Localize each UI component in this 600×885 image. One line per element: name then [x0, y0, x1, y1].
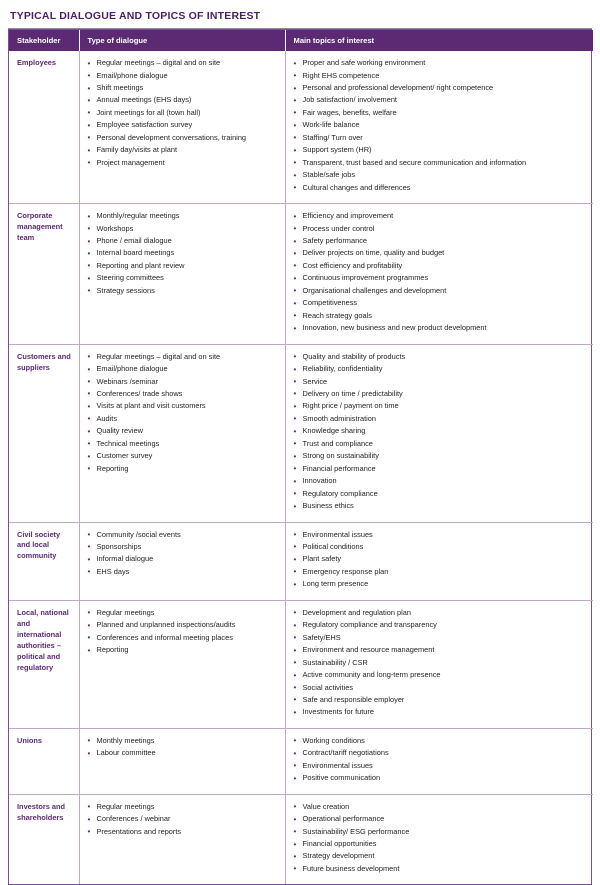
list-item: • Future business development: [294, 864, 587, 875]
stakeholder-cell: Unions: [9, 728, 79, 794]
list-item: • Trust and compliance: [294, 439, 587, 450]
list-item: • Right EHS competence: [294, 71, 587, 82]
list-item: • Environmental issues: [294, 530, 587, 541]
list-item: • Staffing/ Turn over: [294, 133, 587, 144]
list-item: • Sustainability / CSR: [294, 658, 587, 669]
bullet-list: [294, 736, 587, 784]
bullet-list: [88, 58, 278, 169]
column-header-topics: Main topics of interest: [285, 30, 593, 51]
list-item: • Contract/tariff negotiations: [294, 748, 587, 759]
stakeholder-cell: Investors and shareholders: [9, 794, 79, 884]
table-row: [9, 522, 593, 600]
list-item: • Organisational challenges and development: [294, 286, 587, 297]
list-item: • Smooth administration: [294, 414, 587, 425]
list-item: • Presentations and reports: [88, 827, 278, 838]
stakeholder-cell: Local, national and international authorities – political and regulatory: [9, 600, 79, 728]
list-item: • Regular meetings – digital and on site: [88, 352, 278, 363]
list-item: • Personal and professional development/ right competence: [294, 83, 587, 94]
stakeholder-cell: Customers and suppliers: [9, 344, 79, 522]
stakeholder-cell: Employees: [9, 51, 79, 203]
table-frame: [8, 29, 592, 885]
list-item: • Working conditions: [294, 736, 587, 747]
list-item: • Transparent, trust based and secure communication and information: [294, 158, 587, 169]
list-item: • Safe and responsible employer: [294, 695, 587, 706]
list-item: • Regular meetings: [88, 802, 278, 813]
bullet-list: [88, 736, 278, 759]
dialogue-cell: [79, 344, 285, 522]
topics-cell: [285, 51, 593, 203]
table-row: [9, 728, 593, 794]
list-item: • Phone / email dialogue: [88, 236, 278, 247]
list-item: • Reach strategy goals: [294, 311, 587, 322]
list-item: • Emergency response plan: [294, 567, 587, 578]
list-item: • Quality review: [88, 426, 278, 437]
list-item: • Monthly meetings: [88, 736, 278, 747]
topics-cell: [285, 728, 593, 794]
stakeholder-cell: Corporate management team: [9, 204, 79, 345]
topics-cell: [285, 204, 593, 345]
list-item: • Strategy sessions: [88, 286, 278, 297]
bullet-list: [294, 352, 587, 512]
bullet-list: [88, 802, 278, 838]
list-item: • Business ethics: [294, 501, 587, 512]
page-title: TYPICAL DIALOGUE AND TOPICS OF INTEREST: [10, 10, 261, 22]
list-item: • Shift meetings: [88, 83, 278, 94]
list-item: • Support system (HR): [294, 145, 587, 156]
list-item: • Internal board meetings: [88, 248, 278, 259]
bullet-list: [88, 530, 278, 578]
list-item: • Job satisfaction/ involvement: [294, 95, 587, 106]
list-item: • Service: [294, 377, 587, 388]
topics-cell: [285, 794, 593, 884]
list-item: • Project management: [88, 158, 278, 169]
bullet-list: [88, 211, 278, 297]
column-header-dialogue: Type of dialogue: [79, 30, 285, 51]
list-item: • Right price / payment on time: [294, 401, 587, 412]
list-item: • Personal development conversations, training: [88, 133, 278, 144]
topics-cell: [285, 600, 593, 728]
list-item: • Proper and safe working environment: [294, 58, 587, 69]
list-item: • Competitiveness: [294, 298, 587, 309]
list-item: • Webinars /seminar: [88, 377, 278, 388]
list-item: • Visits at plant and visit customers: [88, 401, 278, 412]
list-item: • Customer survey: [88, 451, 278, 462]
list-item: • Reporting: [88, 464, 278, 475]
bullet-list: [294, 211, 587, 334]
list-item: • Process under control: [294, 224, 587, 235]
list-item: • Positive communication: [294, 773, 587, 784]
list-item: • Monthly/regular meetings: [88, 211, 278, 222]
list-item: • Work-life balance: [294, 120, 587, 131]
dialogue-cell: [79, 728, 285, 794]
list-item: • Steering committees: [88, 273, 278, 284]
list-item: • Deliver projects on time, quality and budget: [294, 248, 587, 259]
column-header-stakeholder: Stakeholder: [9, 30, 79, 51]
dialogue-cell: [79, 794, 285, 884]
list-item: • Community /social events: [88, 530, 278, 541]
list-item: • Value creation: [294, 802, 587, 813]
table-header-row: [9, 30, 593, 51]
list-item: • Long term presence: [294, 579, 587, 590]
list-item: • Audits: [88, 414, 278, 425]
bullet-list: [294, 608, 587, 719]
dialogue-cell: [79, 204, 285, 345]
bullet-list: [294, 58, 587, 193]
dialogue-cell: [79, 522, 285, 600]
list-item: • Social activities: [294, 683, 587, 694]
list-item: • Family day/visits at plant: [88, 145, 278, 156]
dialogue-cell: [79, 51, 285, 203]
list-item: • Financial opportunities: [294, 839, 587, 850]
list-item: • Joint meetings for all (town hall): [88, 108, 278, 119]
list-item: • Safety/EHS: [294, 633, 587, 644]
list-item: • Delivery on time / predictability: [294, 389, 587, 400]
list-item: • Employee satisfaction survey: [88, 120, 278, 131]
stakeholder-dialogue-table: [9, 30, 593, 884]
list-item: • Reporting: [88, 645, 278, 656]
list-item: • Strategy development: [294, 851, 587, 862]
list-item: • Planned and unplanned inspections/audits: [88, 620, 278, 631]
list-item: • Informal dialogue: [88, 554, 278, 565]
list-item: • Fair wages, benefits, welfare: [294, 108, 587, 119]
list-item: • Email/phone dialogue: [88, 71, 278, 82]
stakeholder-cell: Civil society and local community: [9, 522, 79, 600]
list-item: • Regulatory compliance and transparency: [294, 620, 587, 631]
list-item: • Plant safety: [294, 554, 587, 565]
list-item: • Development and regulation plan: [294, 608, 587, 619]
list-item: • Email/phone dialogue: [88, 364, 278, 375]
list-item: • Regular meetings – digital and on site: [88, 58, 278, 69]
list-item: • Efficiency and improvement: [294, 211, 587, 222]
list-item: • Operational performance: [294, 814, 587, 825]
list-item: • Active community and long-term presence: [294, 670, 587, 681]
list-item: • Financial performance: [294, 464, 587, 475]
list-item: • Annual meetings (EHS days): [88, 95, 278, 106]
table-header: [9, 30, 593, 51]
list-item: • Stable/safe jobs: [294, 170, 587, 181]
list-item: • Labour committee: [88, 748, 278, 759]
bullet-list: [294, 802, 587, 875]
list-item: • Regulatory compliance: [294, 489, 587, 500]
list-item: • Investments for future: [294, 707, 587, 718]
dialogue-cell: [79, 600, 285, 728]
list-item: • Reliability, confidentiality: [294, 364, 587, 375]
list-item: • Environmental issues: [294, 761, 587, 772]
list-item: • Sponsorships: [88, 542, 278, 553]
list-item: • Conferences and informal meeting places: [88, 633, 278, 644]
list-item: • Political conditions: [294, 542, 587, 553]
list-item: • Quality and stability of products: [294, 352, 587, 363]
list-item: • Strong on sustainability: [294, 451, 587, 462]
list-item: • Regular meetings: [88, 608, 278, 619]
table-row: [9, 600, 593, 728]
list-item: • Environment and resource management: [294, 645, 587, 656]
list-item: • Conferences / webinar: [88, 814, 278, 825]
table-body: [9, 51, 593, 884]
list-item: • Knowledge sharing: [294, 426, 587, 437]
list-item: • Sustainability/ ESG performance: [294, 827, 587, 838]
topics-cell: [285, 344, 593, 522]
list-item: • Innovation, new business and new product development: [294, 323, 587, 334]
table-row: [9, 794, 593, 884]
list-item: • EHS days: [88, 567, 278, 578]
bullet-list: [88, 352, 278, 475]
list-item: • Innovation: [294, 476, 587, 487]
list-item: • Safety performance: [294, 236, 587, 247]
list-item: • Technical meetings: [88, 439, 278, 450]
table-row: [9, 51, 593, 203]
table-row: [9, 344, 593, 522]
bullet-list: [88, 608, 278, 656]
list-item: • Cost efficiency and profitability: [294, 261, 587, 272]
list-item: • Workshops: [88, 224, 278, 235]
list-item: • Continuous improvement programmes: [294, 273, 587, 284]
bullet-list: [294, 530, 587, 591]
list-item: • Reporting and plant review: [88, 261, 278, 272]
list-item: • Conferences/ trade shows: [88, 389, 278, 400]
list-item: • Cultural changes and differences: [294, 183, 587, 194]
topics-cell: [285, 522, 593, 600]
table-row: [9, 204, 593, 345]
